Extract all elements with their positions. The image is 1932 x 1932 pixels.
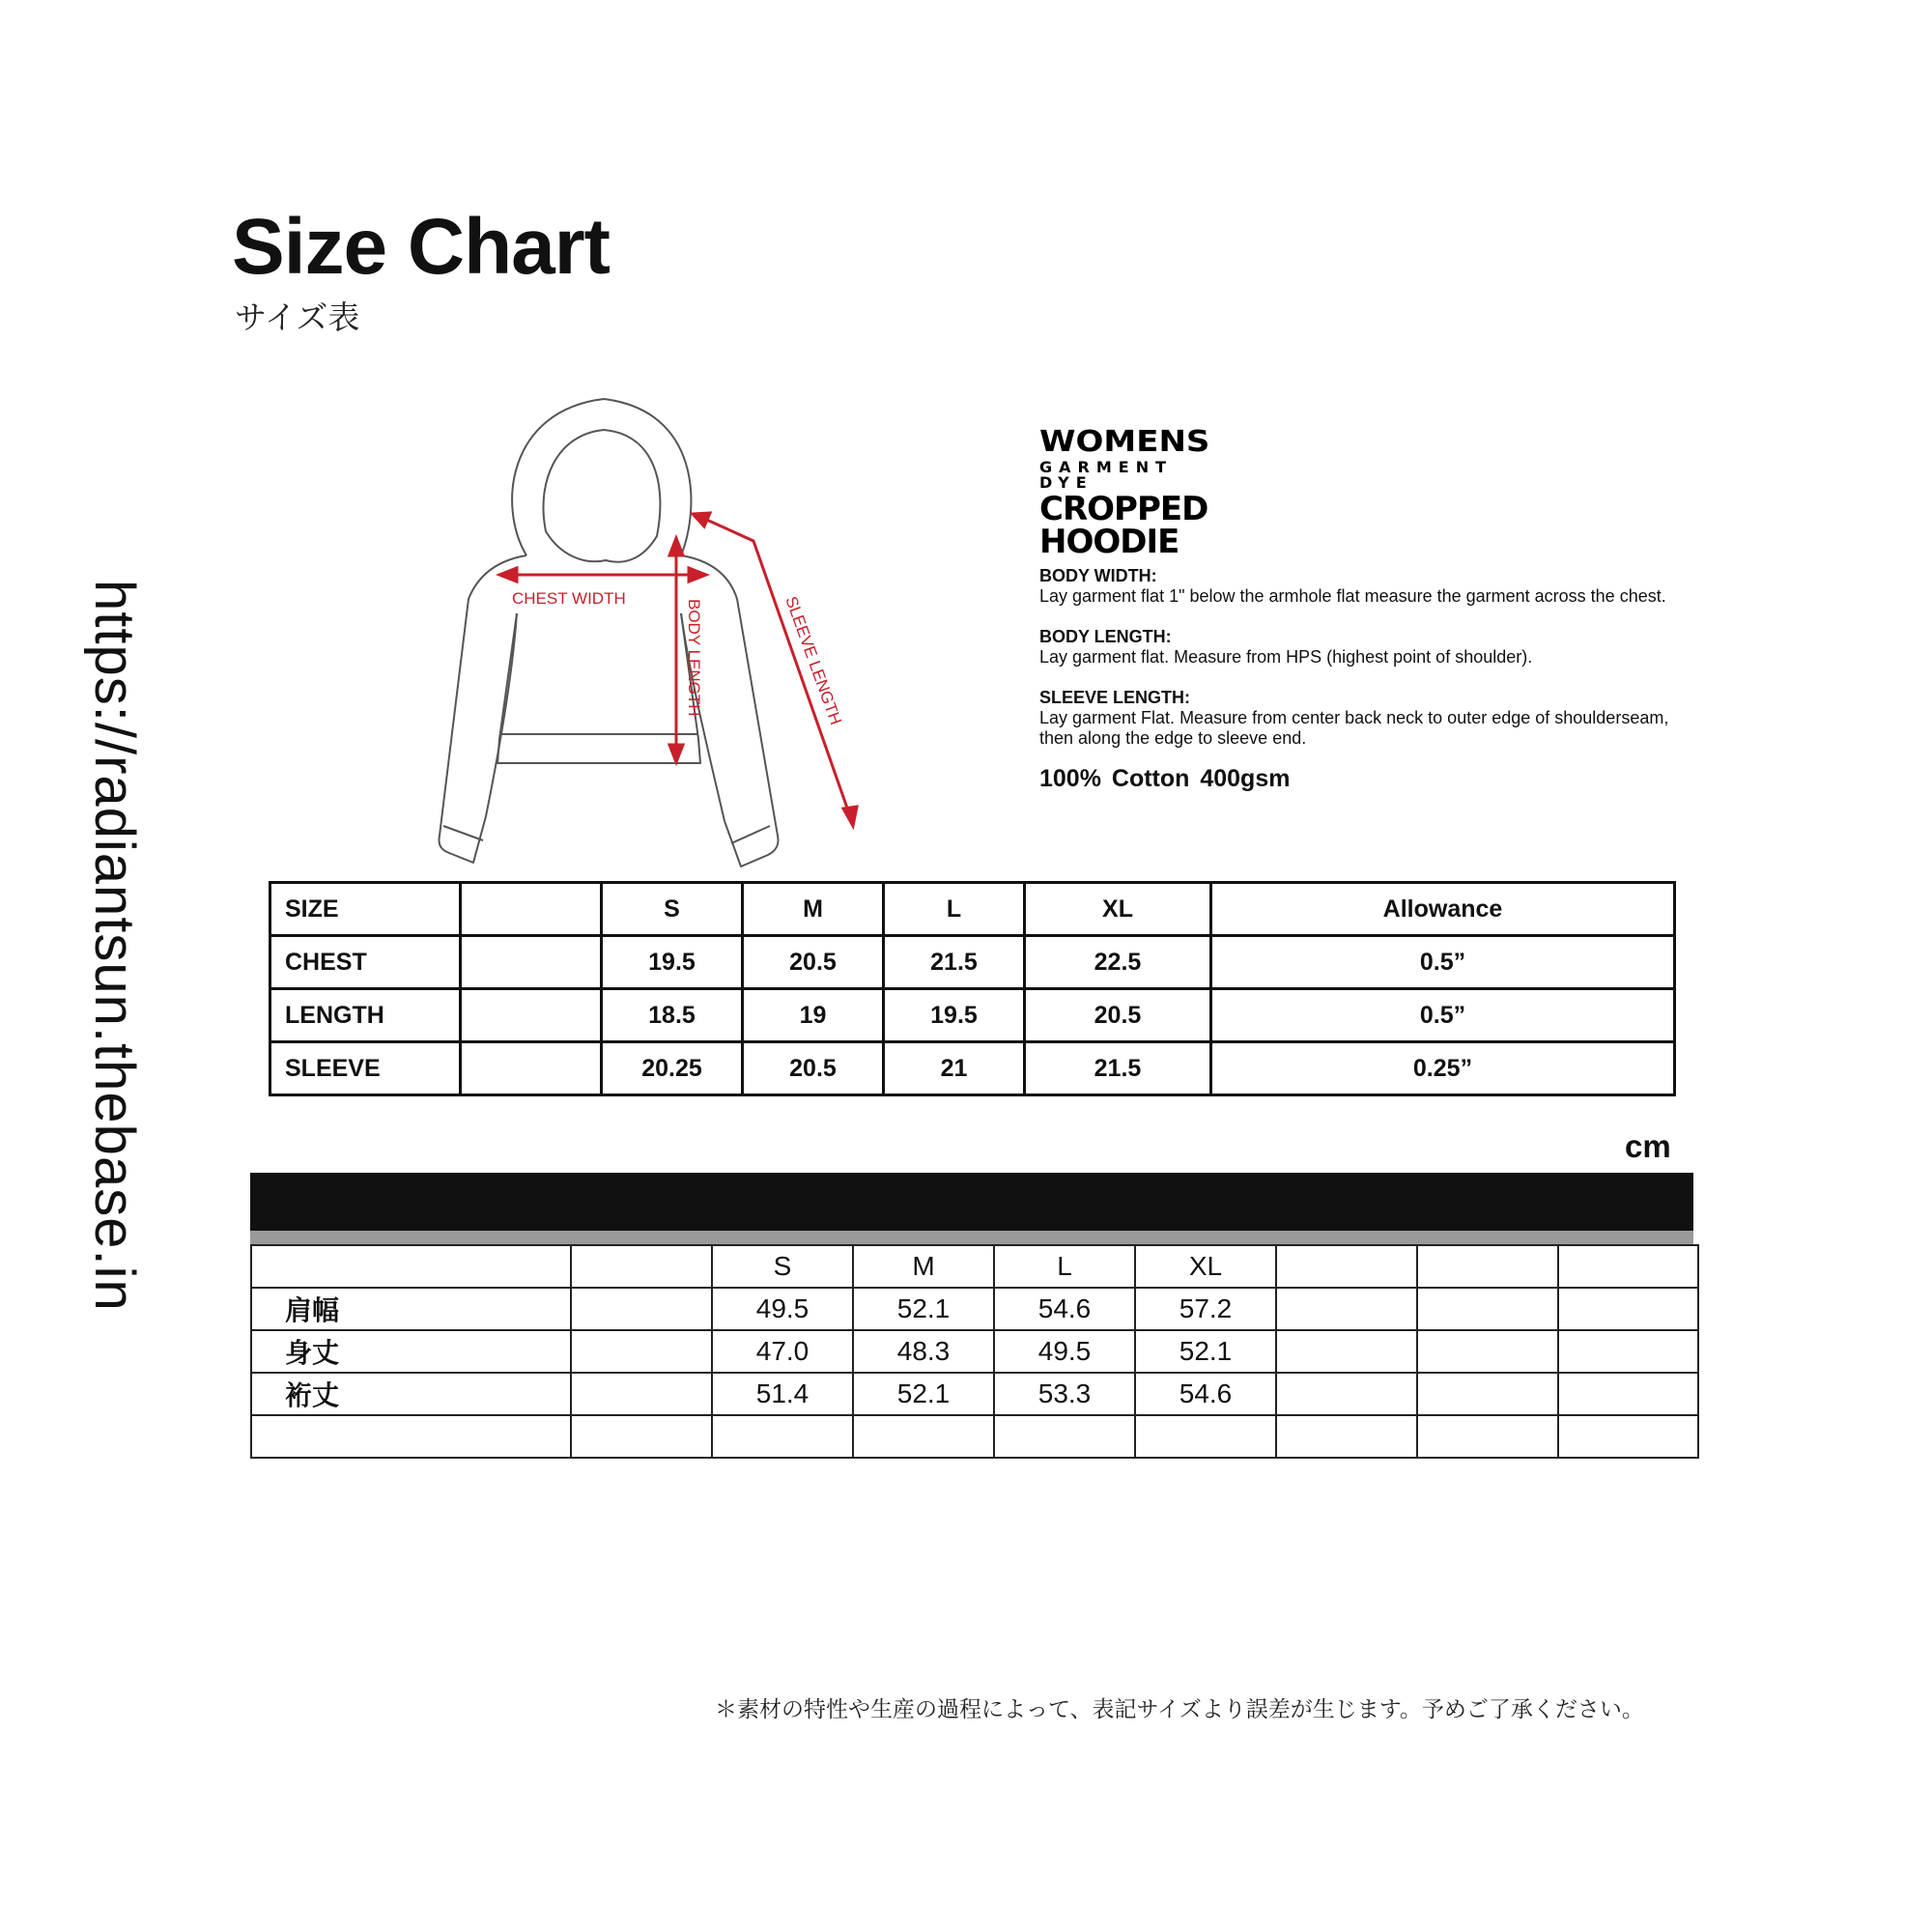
table-cell (1558, 1245, 1698, 1288)
table-cell (1276, 1415, 1417, 1458)
table-cell (251, 1245, 571, 1288)
table-cell: 0.5” (1211, 989, 1675, 1042)
sleeve-length-text: Lay garment Flat. Measure from center back neck to outer edge of shoulderseam, then along the edge to sleeve end. (1039, 708, 1669, 748)
table-cell: LENGTH (270, 989, 461, 1042)
table-cell: S (602, 883, 743, 936)
chest-arrow-right-head (689, 568, 706, 582)
table-header-row (270, 883, 1675, 936)
table-cell (251, 1415, 571, 1458)
table-row (251, 1373, 1698, 1415)
table-cell: SLEEVE (270, 1042, 461, 1095)
table-cell (571, 1415, 712, 1458)
table-cell: 52.1 (1135, 1330, 1276, 1373)
table-cell: L (884, 883, 1025, 936)
hoodie-outline (439, 399, 778, 867)
page-title: Size Chart (232, 203, 610, 291)
table-cell (1558, 1288, 1698, 1330)
table-cell: 51.4 (712, 1373, 853, 1415)
table-cell: 21.5 (1025, 1042, 1211, 1095)
table-cell (1558, 1330, 1698, 1373)
table-cell: 20.5 (1025, 989, 1211, 1042)
table-cell (1417, 1373, 1558, 1415)
table-cell: S (712, 1245, 853, 1288)
table-row (251, 1288, 1698, 1330)
table-cell (1135, 1415, 1276, 1458)
table-cell: 52.1 (853, 1373, 994, 1415)
table-cell (461, 883, 602, 936)
table-cell (1417, 1288, 1558, 1330)
table-cell: M (743, 883, 884, 936)
table-cell (461, 936, 602, 989)
body-length-title: BODY LENGTH: (1039, 627, 1172, 646)
table-cell (1558, 1415, 1698, 1458)
sleeve-length-label: SLEEVE LENGTH (781, 593, 845, 727)
table-cell: 21.5 (884, 936, 1025, 989)
hoodie-diagram (382, 391, 865, 874)
table-cell: M (853, 1245, 994, 1288)
table-cell (1417, 1330, 1558, 1373)
table-cell: 0.5” (1211, 936, 1675, 989)
body-width-title: BODY WIDTH: (1039, 566, 1157, 585)
table-cell: 19 (743, 989, 884, 1042)
table-cell: 53.3 (994, 1373, 1135, 1415)
table-cell: 裄丈 (251, 1373, 571, 1415)
body-length-text: Lay garment flat. Measure from HPS (highest point of shoulder). (1039, 647, 1533, 667)
table-cell: 49.5 (994, 1330, 1135, 1373)
sleeve-length-arrow-top-head (693, 513, 710, 526)
cm-table-header-bar (250, 1173, 1693, 1231)
table-cell: 身丈 (251, 1330, 571, 1373)
sleeve-length-arrow (700, 517, 850, 816)
chest-width-label: CHEST WIDTH (512, 589, 626, 608)
inch-size-table (269, 881, 1676, 1096)
table-cell: 20.5 (743, 936, 884, 989)
table-cell (571, 1373, 712, 1415)
table-cell (853, 1415, 994, 1458)
table-cell (1276, 1288, 1417, 1330)
table-cell: Allowance (1211, 883, 1675, 936)
table-cell (571, 1245, 712, 1288)
logo-line-garment-dye: GARMENT DYE (1039, 458, 1173, 492)
body-length-label: BODY LENGTH (685, 599, 703, 717)
body-length-arrow-top-head (669, 538, 683, 555)
table-cell: 52.1 (853, 1288, 994, 1330)
chest-arrow-left-head (499, 568, 517, 582)
table-cell: 22.5 (1025, 936, 1211, 989)
table-cell: 肩幅 (251, 1288, 571, 1330)
table-row (251, 1415, 1698, 1458)
table-cell (1417, 1245, 1558, 1288)
table-cell (1558, 1373, 1698, 1415)
table-cell: 47.0 (712, 1330, 853, 1373)
table-cell (571, 1330, 712, 1373)
material-info: 100% Cotton 400gsm (1039, 765, 1291, 792)
logo-line-womens: WOMENS (1039, 424, 1210, 459)
logo-line-cropped: CROPPED (1039, 490, 1208, 528)
table-cell: 19.5 (602, 936, 743, 989)
body-length-arrow-bottom-head (669, 745, 683, 762)
unit-label: cm (1625, 1128, 1671, 1164)
table-cell: XL (1025, 883, 1211, 936)
page-subtitle: サイズ表 (235, 299, 360, 335)
url-watermark: https://radiantsun.thebase.in (83, 580, 146, 1312)
measurement-arrows (499, 513, 857, 826)
table-cell: 20.25 (602, 1042, 743, 1095)
table-cell: 19.5 (884, 989, 1025, 1042)
table-cell (712, 1415, 853, 1458)
table-row (251, 1330, 1698, 1373)
url-watermark-container (83, 580, 146, 1372)
table-row (270, 989, 1675, 1042)
table-row (270, 936, 1675, 989)
table-cell: 48.3 (853, 1330, 994, 1373)
table-cell (461, 1042, 602, 1095)
product-logo (1039, 424, 1213, 561)
table-cell: 21 (884, 1042, 1025, 1095)
table-cell: CHEST (270, 936, 461, 989)
table-cell: 18.5 (602, 989, 743, 1042)
table-cell: 0.25” (1211, 1042, 1675, 1095)
table-cell: SIZE (270, 883, 461, 936)
cm-table-sub-bar (250, 1231, 1693, 1244)
table-cell: XL (1135, 1245, 1276, 1288)
sleeve-length-title: SLEEVE LENGTH: (1039, 688, 1191, 707)
body-width-text: Lay garment flat 1" below the armhole flat measure the garment across the chest. (1039, 586, 1666, 606)
table-row (270, 1042, 1675, 1095)
table-cell (571, 1288, 712, 1330)
table-cell (1276, 1330, 1417, 1373)
footnote: ＊素材の特性や生産の過程によって、表記サイズより誤差が生じます。予めご了承ください。 (715, 1696, 1644, 1721)
table-cell: 49.5 (712, 1288, 853, 1330)
logo-line-hoodie: HOODIE (1039, 523, 1179, 561)
cm-size-table (250, 1244, 1699, 1459)
table-cell: 57.2 (1135, 1288, 1276, 1330)
table-cell (994, 1415, 1135, 1458)
measurement-specs (1039, 566, 1696, 792)
sleeve-length-arrow-bottom-head (843, 807, 857, 826)
table-cell: 54.6 (1135, 1373, 1276, 1415)
table-cell: L (994, 1245, 1135, 1288)
table-cell (1417, 1415, 1558, 1458)
table-cell (1276, 1373, 1417, 1415)
table-cell: 54.6 (994, 1288, 1135, 1330)
table-header-row (251, 1245, 1698, 1288)
table-cell: 20.5 (743, 1042, 884, 1095)
table-cell (1276, 1245, 1417, 1288)
table-cell (461, 989, 602, 1042)
